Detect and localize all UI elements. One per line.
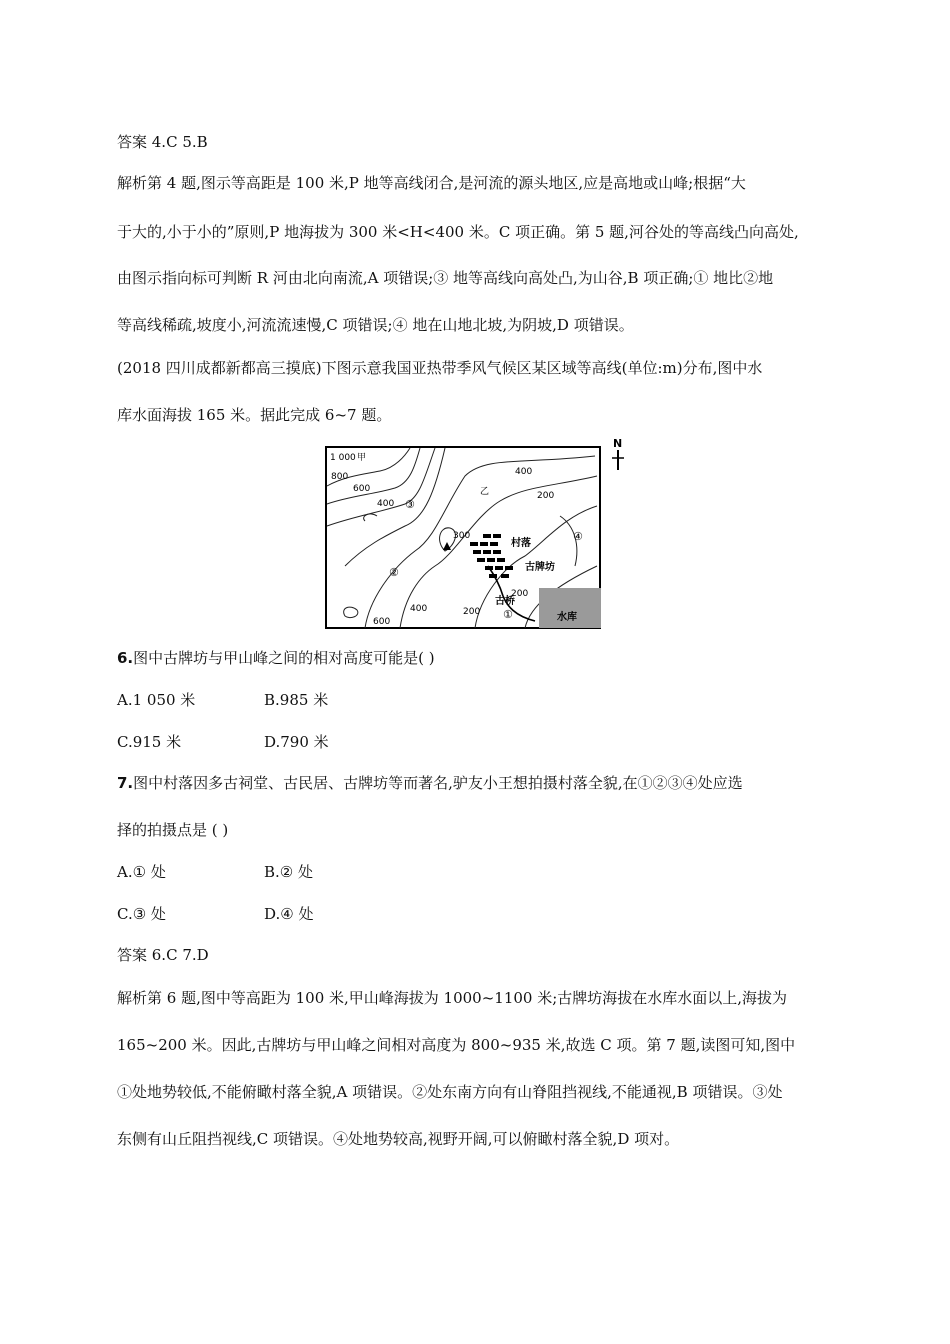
q7-option-d: D.④ 处 bbox=[264, 905, 314, 923]
intro-line-1: (2018 四川成都新都高三摸底)下图示意我国亚热带季风气候区某区域等高线(单位:m)分布,图中水 bbox=[117, 359, 763, 377]
contour-label-1000: 1 000 bbox=[330, 453, 356, 463]
q7-option-a: A.① 处 bbox=[117, 863, 166, 881]
q6-option-d: D.790 米 bbox=[264, 733, 329, 751]
contour-label-200-a: 200 bbox=[537, 491, 555, 501]
contour-label-200-b: 200 bbox=[463, 607, 481, 617]
contour-label-300: 300 bbox=[453, 531, 471, 541]
reservoir-label: 水库 bbox=[557, 612, 577, 623]
analysis2-line-4: 东侧有山丘阻挡视线,C 项错误。④处地势较高,视野开阔,可以俯瞰村落全貌,D 项对。 bbox=[117, 1130, 680, 1148]
place-yi-label: 乙 bbox=[480, 487, 490, 497]
archway-label: 古牌坊 bbox=[525, 562, 555, 573]
question-6-text: 图中古牌坊与甲山峰之间的相对高度可能是( ) bbox=[133, 649, 435, 667]
question-7-number: 7. bbox=[117, 774, 134, 792]
bridge-label: 古桥 bbox=[495, 596, 515, 607]
q7-option-b: B.② 处 bbox=[264, 863, 314, 881]
contour-label-400-b: 400 bbox=[515, 467, 533, 477]
q7-option-c: C.③ 处 bbox=[117, 905, 166, 923]
intro-line-2: 库水面海拔 165 米。据此完成 6~7 题。 bbox=[117, 406, 392, 424]
analysis2-line-3: ①处地势较低,不能俯瞰村落全貌,A 项错误。②处东南方向有山脊阻挡视线,不能通视,B 项错误。③处 bbox=[117, 1083, 783, 1101]
question-6 bbox=[117, 648, 435, 668]
analysis-line-2: 于大的,小于小的”原则,P 地海拔为 300 米<H<400 米。C 项正确。第 5 题,河谷处的等高线凸向高处, bbox=[117, 223, 799, 241]
contour-label-200-c: 200 bbox=[511, 589, 529, 599]
analysis2-line-2: 165~200 米。因此,古牌坊与甲山峰之间相对高度为 800~935 米,故选 C 项。第 7 题,读图可知,图中 bbox=[117, 1036, 796, 1054]
contour-label-400-a: 400 bbox=[377, 499, 395, 509]
question-6-number: 6. bbox=[117, 649, 134, 667]
answer-line-1: 答案 4.C 5.B bbox=[117, 133, 208, 151]
north-arrow-icon bbox=[604, 436, 632, 476]
north-label: N bbox=[613, 437, 623, 450]
analysis-line-1: 解析第 4 题,图示等高距是 100 米,P 地等高线闭合,是河流的源头地区,应是高地或山峰;根据“大 bbox=[117, 174, 746, 192]
contour-label-800: 800 bbox=[331, 472, 349, 482]
question-7 bbox=[117, 773, 743, 793]
peak-jia-label: 甲 bbox=[357, 453, 367, 463]
question-7-text: 图中村落因多古祠堂、古民居、古牌坊等而著名,驴友小王想拍摄村落全貌,在①②③④处应选 bbox=[133, 774, 743, 792]
question-7-text-line-2: 择的拍摄点是 ( ) bbox=[117, 821, 229, 839]
contour-label-400-c: 400 bbox=[410, 604, 428, 614]
contour-label-600-b: 600 bbox=[373, 617, 391, 627]
marker-4: ④ bbox=[573, 530, 583, 543]
contour-map bbox=[325, 446, 601, 629]
marker-3: ③ bbox=[405, 498, 415, 511]
q6-option-a: A.1 050 米 bbox=[117, 691, 196, 709]
marker-1: ① bbox=[503, 608, 513, 621]
analysis-line-3: 由图示指向标可判断 R 河由北向南流,A 项错误;③ 地等高线向高处凸,为山谷,B 项正确;① 地比②地 bbox=[117, 269, 774, 287]
village-label: 村落 bbox=[511, 538, 531, 549]
analysis-line-4: 等高线稀疏,坡度小,河流流速慢,C 项错误;④ 地在山地北坡,为阴坡,D 项错误。 bbox=[117, 316, 634, 334]
analysis2-line-1: 解析第 6 题,图中等高距为 100 米,甲山峰海拔为 1000~1100 米;古牌坊海拔在水库水面以上,海拔为 bbox=[117, 989, 788, 1007]
q6-option-b: B.985 米 bbox=[264, 691, 329, 709]
marker-2: ② bbox=[389, 566, 399, 579]
answer-line-2: 答案 6.C 7.D bbox=[117, 946, 209, 964]
q6-option-c: C.915 米 bbox=[117, 733, 182, 751]
contour-label-600: 600 bbox=[353, 484, 371, 494]
